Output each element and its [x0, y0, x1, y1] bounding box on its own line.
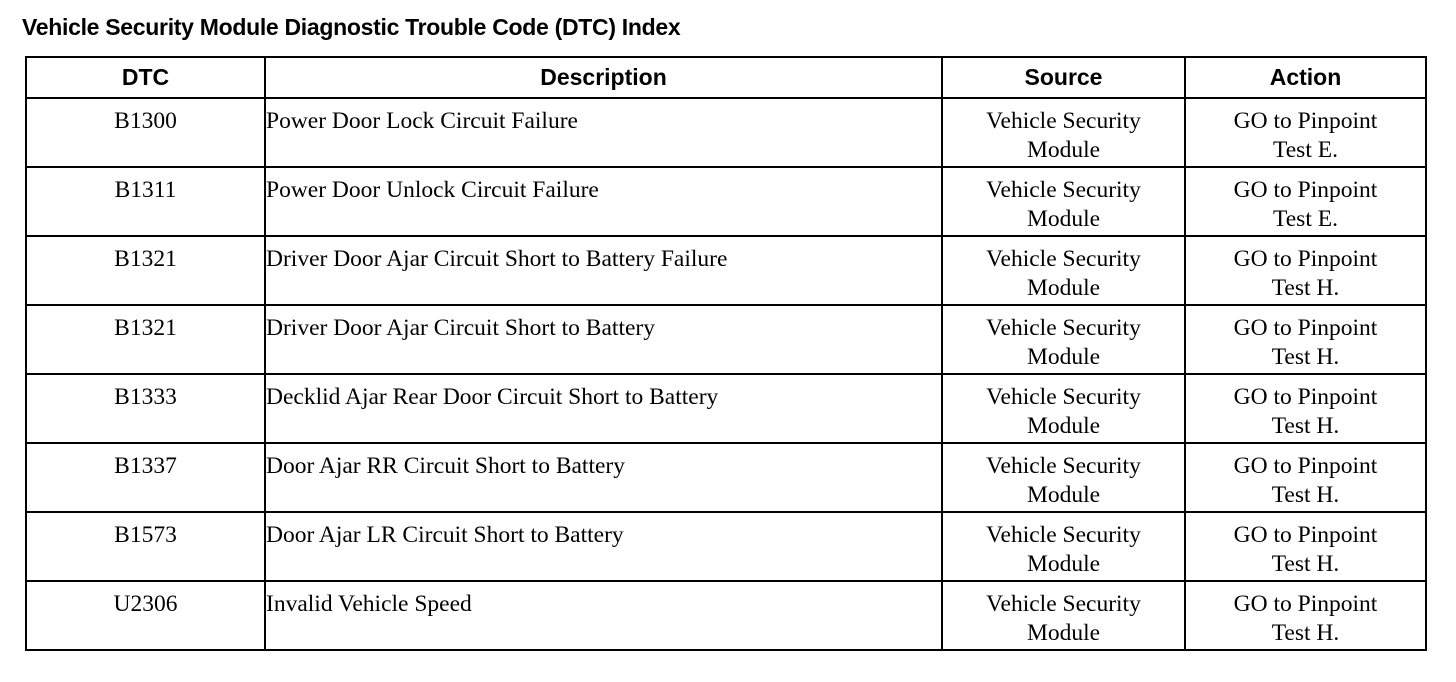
dtc-source: [942, 443, 1185, 512]
action-line: GO to Pinpoint: [1233, 108, 1378, 134]
source-line: Module: [1026, 620, 1101, 646]
table-row: [26, 512, 1426, 581]
source-line: Module: [1026, 551, 1101, 577]
action-line: GO to Pinpoint: [1233, 177, 1378, 203]
source-line: Vehicle Security: [986, 591, 1141, 617]
header-dtc: DTC: [26, 57, 265, 98]
header-description: Description: [265, 57, 942, 98]
dtc-description: Door Ajar RR Circuit Short to Battery: [265, 443, 942, 512]
action-line: Test H.: [1271, 482, 1340, 508]
table-row: [26, 98, 1426, 167]
source-line: Vehicle Security: [986, 108, 1141, 134]
dtc-action: [1185, 167, 1426, 236]
source-line: Module: [1026, 206, 1101, 232]
action-line: Test E.: [1273, 137, 1338, 163]
dtc-code: B1321: [26, 305, 265, 374]
table-row: [26, 443, 1426, 512]
dtc-code: B1321: [26, 236, 265, 305]
dtc-description: Decklid Ajar Rear Door Circuit Short to Battery: [265, 374, 942, 443]
action-line: GO to Pinpoint: [1233, 591, 1378, 617]
action-line: Test H.: [1271, 620, 1340, 646]
dtc-action: [1185, 374, 1426, 443]
table-body: [26, 98, 1426, 650]
header-row: [26, 57, 1426, 98]
dtc-code: U2306: [26, 581, 265, 650]
action-line: GO to Pinpoint: [1233, 522, 1378, 548]
dtc-description: Driver Door Ajar Circuit Short to Battery Failure: [265, 236, 942, 305]
source-line: Module: [1026, 275, 1101, 301]
source-line: Module: [1026, 137, 1101, 163]
source-line: Vehicle Security: [986, 177, 1141, 203]
action-line: GO to Pinpoint: [1233, 246, 1378, 272]
source-line: Module: [1026, 413, 1101, 439]
dtc-source: [942, 236, 1185, 305]
dtc-description: Power Door Unlock Circuit Failure: [265, 167, 942, 236]
dtc-code: B1300: [26, 98, 265, 167]
dtc-description: Power Door Lock Circuit Failure: [265, 98, 942, 167]
dtc-action: [1185, 443, 1426, 512]
dtc-source: [942, 305, 1185, 374]
action-line: GO to Pinpoint: [1233, 453, 1378, 479]
source-line: Module: [1026, 482, 1101, 508]
dtc-description: Door Ajar LR Circuit Short to Battery: [265, 512, 942, 581]
dtc-action: [1185, 305, 1426, 374]
source-line: Vehicle Security: [986, 246, 1141, 272]
table-row: [26, 374, 1426, 443]
action-line: Test H.: [1271, 551, 1340, 577]
dtc-code: B1337: [26, 443, 265, 512]
header-action: Action: [1185, 57, 1426, 98]
source-line: Vehicle Security: [986, 384, 1141, 410]
dtc-source: [942, 98, 1185, 167]
action-line: GO to Pinpoint: [1233, 384, 1378, 410]
action-line: Test H.: [1271, 413, 1340, 439]
table-row: [26, 236, 1426, 305]
action-line: GO to Pinpoint: [1233, 315, 1378, 341]
dtc-source: [942, 581, 1185, 650]
dtc-action: [1185, 236, 1426, 305]
table-header: [26, 57, 1426, 98]
action-line: Test H.: [1271, 344, 1340, 370]
table-row: [26, 581, 1426, 650]
dtc-code: B1311: [26, 167, 265, 236]
source-line: Vehicle Security: [986, 315, 1141, 341]
table-row: [26, 305, 1426, 374]
action-line: Test E.: [1273, 206, 1338, 232]
dtc-source: [942, 512, 1185, 581]
dtc-action: [1185, 98, 1426, 167]
dtc-description: Invalid Vehicle Speed: [265, 581, 942, 650]
dtc-source: [942, 167, 1185, 236]
source-line: Module: [1026, 344, 1101, 370]
page-title: Vehicle Security Module Diagnostic Trouble Code (DTC) Index: [22, 14, 681, 40]
source-line: Vehicle Security: [986, 522, 1141, 548]
dtc-description: Driver Door Ajar Circuit Short to Battery: [265, 305, 942, 374]
dtc-code: B1573: [26, 512, 265, 581]
table-row: [26, 167, 1426, 236]
action-line: Test H.: [1271, 275, 1340, 301]
dtc-action: [1185, 512, 1426, 581]
header-source: Source: [942, 57, 1185, 98]
dtc-code: B1333: [26, 374, 265, 443]
dtc-index-table: [25, 56, 1427, 651]
dtc-action: [1185, 581, 1426, 650]
dtc-source: [942, 374, 1185, 443]
source-line: Vehicle Security: [986, 453, 1141, 479]
